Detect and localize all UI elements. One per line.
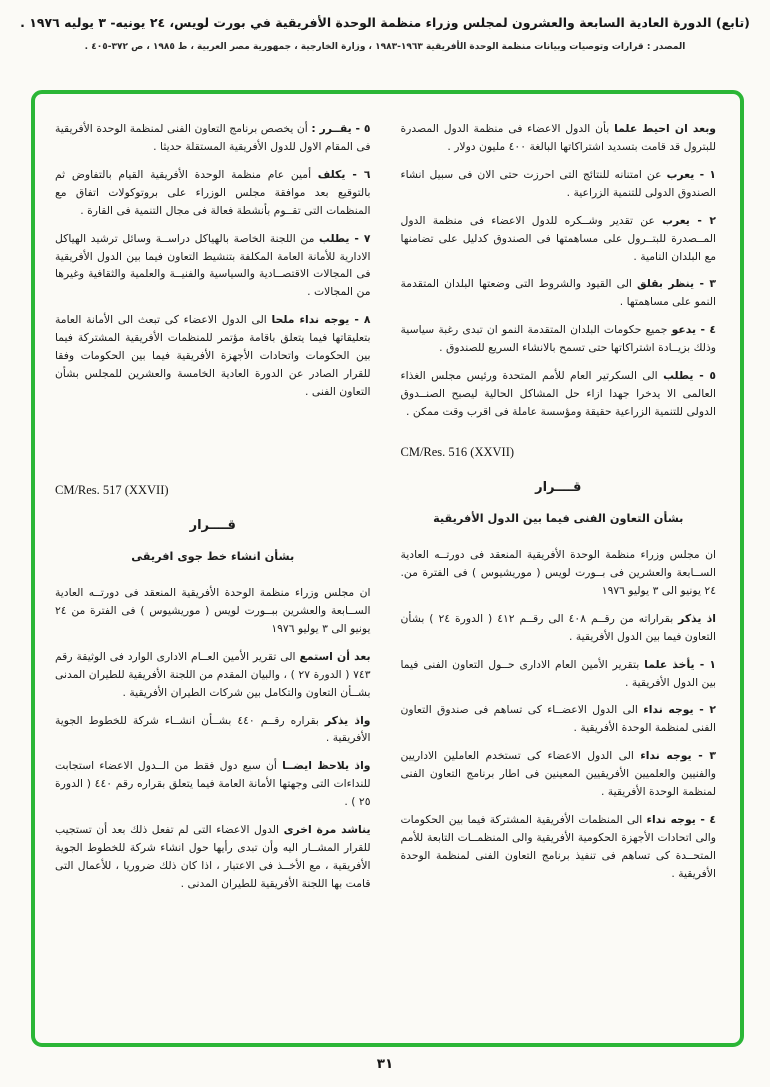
paragraph-text: الى القيود والشروط التى وضعتها البلدان المتقدمة النمو على مساهمتها . [400, 277, 716, 309]
paragraph [401, 747, 717, 801]
paragraph [55, 311, 371, 401]
paragraph-text: الدول الاعضاء التى لم تفعل ذلك بعد أن تستجيب للقرار المشــار اليه وأن تبدى رأيها حول انشاء شركة للخطوط الجوية الأفريقية ، مع الأخــذ فى الاعتبار ، اذا كان ذلك ضروريا ، للأعمال التى قامت بها اللجنة الأفريقية للطيران المدنى . [55, 823, 371, 890]
two-column-layout [55, 120, 716, 1031]
paragraph [401, 120, 717, 156]
paragraph-lead: ٣ - ينظر بقلق [637, 277, 716, 291]
paragraph [55, 166, 371, 220]
paragraph-lead: واذ يذكر [324, 713, 371, 727]
paragraph [55, 120, 371, 156]
paragraph [55, 757, 371, 811]
paragraph-lead: ١ - يأخذ علما [644, 657, 717, 671]
paragraph [401, 275, 717, 311]
paragraph [55, 230, 371, 302]
paragraph [401, 811, 717, 883]
paragraph-lead: ٣ - يوجه نداء [640, 749, 717, 763]
paragraph-lead: واذ يلاحظ ايضــا [282, 759, 371, 773]
paragraph-text: ان مجلس وزراء منظمة الوحدة الأفريقية المنعقد فى دورتــه العادية الســابعة والعشرين فى بــورت لويس ( موريشيوس ) فى الفترة من. ٢٤ يونيو الى ٣ يوليو ١٩٧٦ [400, 547, 716, 597]
paragraph-lead: ٨ - يوجه نداء ملحا [271, 313, 371, 327]
paragraph-text: الى المنظمات الأفريقية المشتركة فيما بين الحكومات والى اتحادات الأجهزة الحكومية الأفريقية والى المنظمــات التابعة للأمم المتحــدة كى تساهم فى تنفيذ برنامج التعاون الفنى لمنظمة الوحدة الأفريقية . [400, 813, 716, 880]
paragraph-text: جميع حكومات البلدان المتقدمة النمو ان تبدى رغبة سياسية وذلك بزيــادة اشتراكاتها حتى تسمح بالانشاء السريع للصندوق . [400, 323, 716, 355]
paragraph [401, 546, 717, 600]
paragraph-lead: ٤ - يوجه نداء [646, 813, 717, 827]
paragraph [401, 212, 717, 266]
paragraph [401, 321, 717, 357]
paragraph [55, 584, 371, 638]
paragraph-text: أمين عام منظمة الوحدة الأفريقية القيام بالتفاوض ثم بالتوقيع بعد موافقة مجلس الوزراء على بروتوكولات اتفاق مع المنظمات التى تقــوم بأنشطة فعالة فى مجال التنمية فى القارة . [55, 167, 371, 217]
paragraph-text: أن يخصص برنامج التعاون الفنى لمنظمة الوحدة الأفريقية فى المقام الاول للدول الأفريقية المستقلة حديثا . [55, 122, 371, 153]
paragraph-lead: ٤ - يدعو [671, 323, 716, 337]
column-right [401, 120, 717, 1031]
page-number: ٣١ [376, 1056, 394, 1072]
paragraph-text: عن تقدير وشــكره للدول الاعضاء فى منظمة الدول المــصدرة للبتــرول على مساهمتها فى الصندوق كدليل على تضامنها مع البلدان النامية . [400, 213, 716, 263]
paragraph-text: الى الدول الاعضــاء كى تساهم فى صندوق التعاون الفنى لمنظمة الوحدة الأفريقية . [400, 703, 716, 735]
resolution-number: CM/Res. 517 (XXVII) [55, 482, 169, 497]
paragraph-lead: ٢ - يعرب [662, 213, 717, 227]
resolution-title: قــــرار [189, 517, 236, 533]
paragraph-lead: ٢ - يوجه نداء [643, 703, 716, 717]
paragraph-text: بأن الدول الاعضاء فى منظمة الدول المصدرة للبترول قد قامت بتسديد اشتراكاتها البالغة ٤٠٠ مليون دولار . [400, 122, 716, 153]
paragraph [55, 821, 371, 893]
source-line: المصدر : قرارات وتوصيات وبيانات منظمة الوحدة الأفريقية ١٩٦٣-١٩٨٣ ، وزارة الخارجية ، جمهورية مصر العربية ، ط ١٩٨٥ ، ص ٣٧٢-٤٠٥ . [84, 41, 686, 52]
paragraph-lead: يناشد مرة اخرى [283, 823, 371, 837]
paragraph-text: أن سبع دول فقط من الــدول الاعضاء استجابت للنداءات التى وجهتها الأمانة العامة فيما يتعلق بقراره رقم ٤٤٠ ( الدورة ٢٥ ) . [55, 759, 371, 809]
paragraph-lead: ٦ - يكلف [317, 167, 371, 181]
paragraph-text: بتقرير الأمين العام الادارى حــول التعاون الفنى فيما بين الدول الأفريقية . [400, 657, 716, 689]
content-border-box [31, 90, 744, 1047]
page-header [0, 0, 770, 52]
paragraph-text: عن امتنانه للنتائج التى احرزت حتى الان فى سبيل انشاء الصندوق الدولى للتنمية الزراعية . [400, 167, 716, 199]
paragraph-lead: وبعد ان احيط علما [614, 122, 716, 135]
paragraph-text: الى الدول الاعضاء كى تبعث الى الأمانة العامة بتعليقاتها فيما يتعلق باقامة مؤتمر للمنظمات الأفريقية المشتركة فيما بين الحكومات واتحادات الأجهزة الأفريقية فيما بين الحكومات وفقا للقرار الصادر عن الدورة العادية الخامسة والعشرين للمجلس بشأن التعاون الفنى . [55, 313, 371, 398]
column-left [55, 120, 371, 1031]
paragraph-lead: اذ يذكر [678, 611, 716, 625]
paragraph-text: بقراره رقــم ٤٤٠ بشــأن انشــاء شركة للخطوط الجوية الأفريقية . [55, 713, 371, 745]
paragraph-text: الى الدول الاعضاء كى تستخدم العاملين الاداريين والفنيين والعلميين الأفريقيين المعينين فى اطار برنامج التعاون الفنى لمنظمة الوحدة الأفريقية . [400, 749, 716, 799]
resolution-title: قــــرار [535, 479, 582, 495]
paragraph-lead: ٧ - يطلب [319, 231, 371, 245]
paragraph [55, 712, 371, 748]
paragraph [401, 610, 717, 646]
paragraph-text: بقراراته من رقــم ٤٠٨ الى رقــم ٤١٢ ( الدورة ٢٤ ) بشأن التعاون فيما بين الدول الأفريقية . [400, 611, 716, 643]
paragraph-text: من اللجنة الخاصة بالهياكل دراســة وسائل ترشيد الهياكل الادارية للأمانة العامة المكلفة بتنشيط التعاون فيما بين الدول الأفريقية فى المجالات الاقتصــادية والسياسية والفنيــة والعلمية والثقافية وغيرها من المجالات . [55, 231, 371, 299]
paragraph-lead: ٥ - يقــرر : [311, 122, 371, 135]
paragraph-text: ان مجلس وزراء منظمة الوحدة الأفريقية المنعقد فى دورتــه العادية الســابعة والعشرين ببــورت لويس ( موريشيوس ) فى الفترة من ٢٤ يونيو الى ٣ يوليو ١٩٧٦ [55, 585, 371, 635]
paragraph [401, 701, 717, 737]
paragraph-lead: ١ - يعرب [666, 167, 716, 181]
paragraph-text: الى تقرير الأمين العــام الادارى الوارد فى الوثيقة رقم ٧٤٣ ( الدورة ٢٧ ) ، والبيان المقدم من اللجنة الأفريقية للطيران المدنى بشــأن التعاون والتكامل بين شركات الطيران الأفريقية . [55, 649, 371, 699]
paragraph-lead: ٥ - يطلب [663, 369, 717, 383]
paragraph [401, 166, 717, 202]
paragraph [55, 648, 371, 702]
session-title: (تابع) الدورة العادية السابعة والعشرون لمجلس وزراء منظمة الوحدة الأفريقية في بورت لويس، ٢٤ يونيه- ٣ يوليه ١٩٧٦ . [20, 15, 750, 30]
resolution-subject: بشأن انشاء خط جوى افريقى [131, 549, 295, 563]
paragraph-text: الى السكرتير العام للأمم المتحدة ورئيس مجلس الغذاء العالمى الا يدخرا جهدا ازاء حل المشاكل الحالية ليصبح الصنــدوق الدولى للتنمية الزراعية حقيقة ومؤسسة عاملة فى اقرب وقت ممكن . [400, 369, 716, 418]
resolution-number: CM/Res. 516 (XXVII) [400, 444, 515, 459]
paragraph-lead: بعد أن استمع [299, 649, 371, 663]
paragraph [401, 656, 717, 692]
resolution-subject: بشأن التعاون الفنى فيما بين الدول الأفريقية [433, 511, 684, 525]
paragraph [401, 367, 717, 421]
